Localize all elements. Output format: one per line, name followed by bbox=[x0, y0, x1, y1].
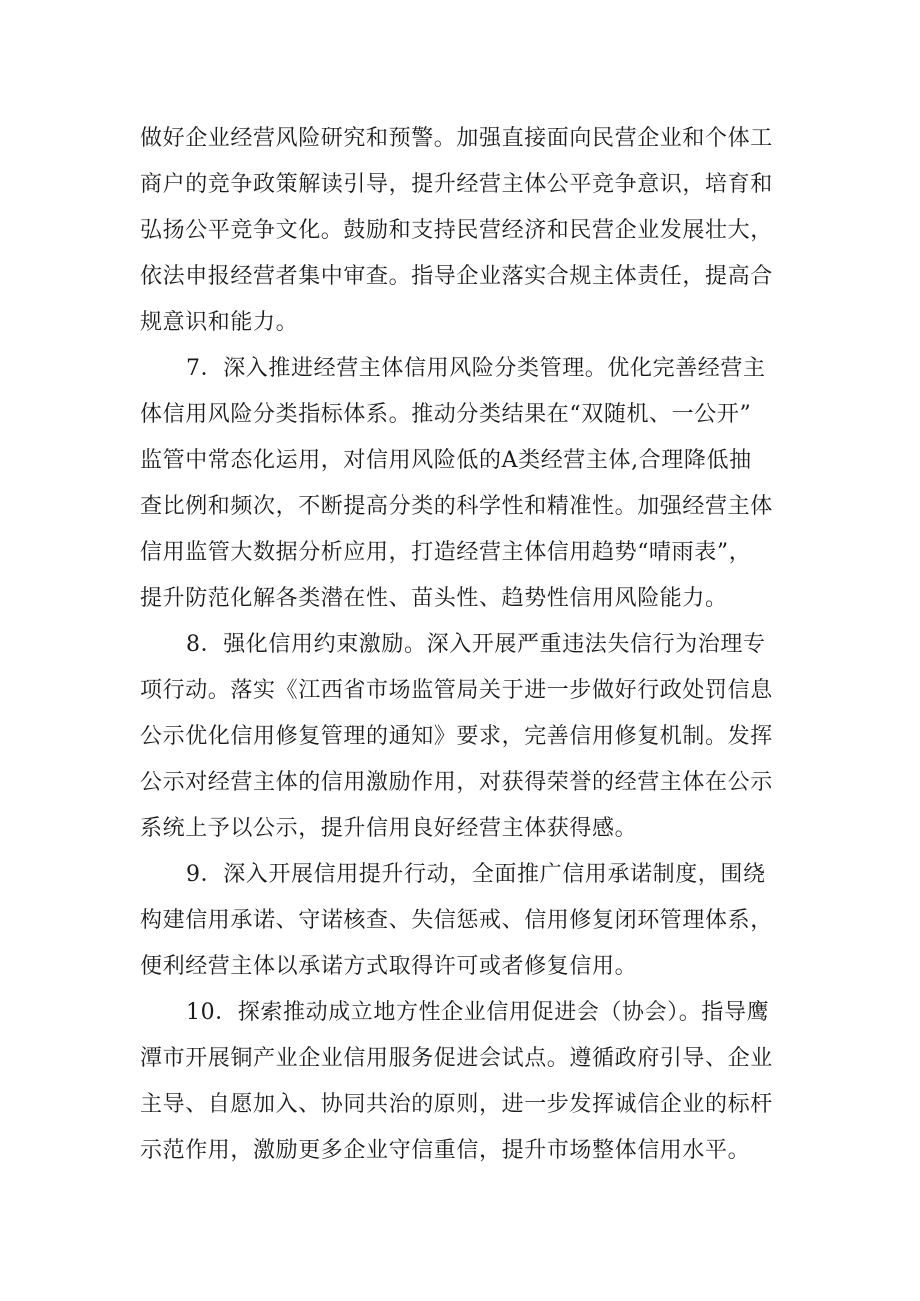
text-line: 商户的竞争政策解读引导，提升经营主体公平竞争意识，培育和 bbox=[140, 172, 773, 197]
text-line: 体信用风险分类指标体系。推动分类结果在“双随机、一公开” bbox=[140, 402, 752, 427]
text-line: 信用监管大数据分析应用，打造经营主体信用趋势“晴雨表”， bbox=[140, 540, 752, 565]
text-line: 公示对经营主体的信用激励作用，对获得荣誉的经营主体在公示 bbox=[140, 770, 773, 795]
text-line: 7．深入推进经营主体信用风险分类管理。优化完善经营主 bbox=[186, 356, 766, 381]
text-line: 示范作用，激励更多企业守信重信，提升市场整体信用水平。 bbox=[140, 1138, 751, 1163]
text-line: 主导、自愿加入、协同共治的原则，进一步发挥诚信企业的标杆 bbox=[140, 1092, 773, 1117]
text-line: 做好企业经营风险研究和预警。加强直接面向民营企业和个体工 bbox=[140, 126, 773, 151]
paragraph-item-8 bbox=[140, 622, 795, 852]
text-line: 系统上予以公示，提升信用良好经营主体获得感。 bbox=[140, 816, 638, 841]
text-line: 10．探索推动成立地方性企业信用促进会（协会）。指导鹰 bbox=[186, 1000, 770, 1025]
text-line: 监管中常态化运用，对信用风险低的A类经营主体,合理降低抽 bbox=[140, 448, 752, 473]
text-line: 规意识和能力。 bbox=[140, 310, 299, 335]
text-line: 提升防范化解各类潜在性、苗头性、趋势性信用风险能力。 bbox=[140, 586, 728, 611]
text-line: 9．深入开展信用提升行动，全面推广信用承诺制度，围绕 bbox=[186, 862, 766, 887]
document-body bbox=[140, 116, 795, 1174]
text-line: 项行动。落实《江西省市场监管局关于进一步做好行政处罚信息 bbox=[140, 678, 773, 703]
text-line: 便利经营主体以承诺方式取得许可或者修复信用。 bbox=[140, 954, 638, 979]
text-line: 公示优化信用修复管理的通知》要求，完善信用修复机制。发挥 bbox=[140, 724, 773, 749]
text-line: 查比例和频次，不断提高分类的科学性和精准性。加强经营主体 bbox=[140, 494, 773, 519]
text-line: 构建信用承诺、守诺核查、失信惩戒、信用修复闭环管理体系， bbox=[140, 908, 773, 933]
text-line: 依法申报经营者集中审查。指导企业落实合规主体责任，提高合 bbox=[140, 264, 773, 289]
paragraph-item-9 bbox=[140, 852, 795, 990]
text-line: 弘扬公平竞争文化。鼓励和支持民营经济和民营企业发展壮大， bbox=[140, 218, 773, 243]
paragraph-continuation bbox=[140, 116, 795, 346]
paragraph-item-7 bbox=[140, 346, 795, 622]
text-line: 8．强化信用约束激励。深入开展严重违法失信行为治理专 bbox=[186, 632, 766, 657]
paragraph-item-10 bbox=[140, 990, 795, 1174]
text-line: 潭市开展铜产业企业信用服务促进会试点。遵循政府引导、企业 bbox=[140, 1046, 773, 1071]
